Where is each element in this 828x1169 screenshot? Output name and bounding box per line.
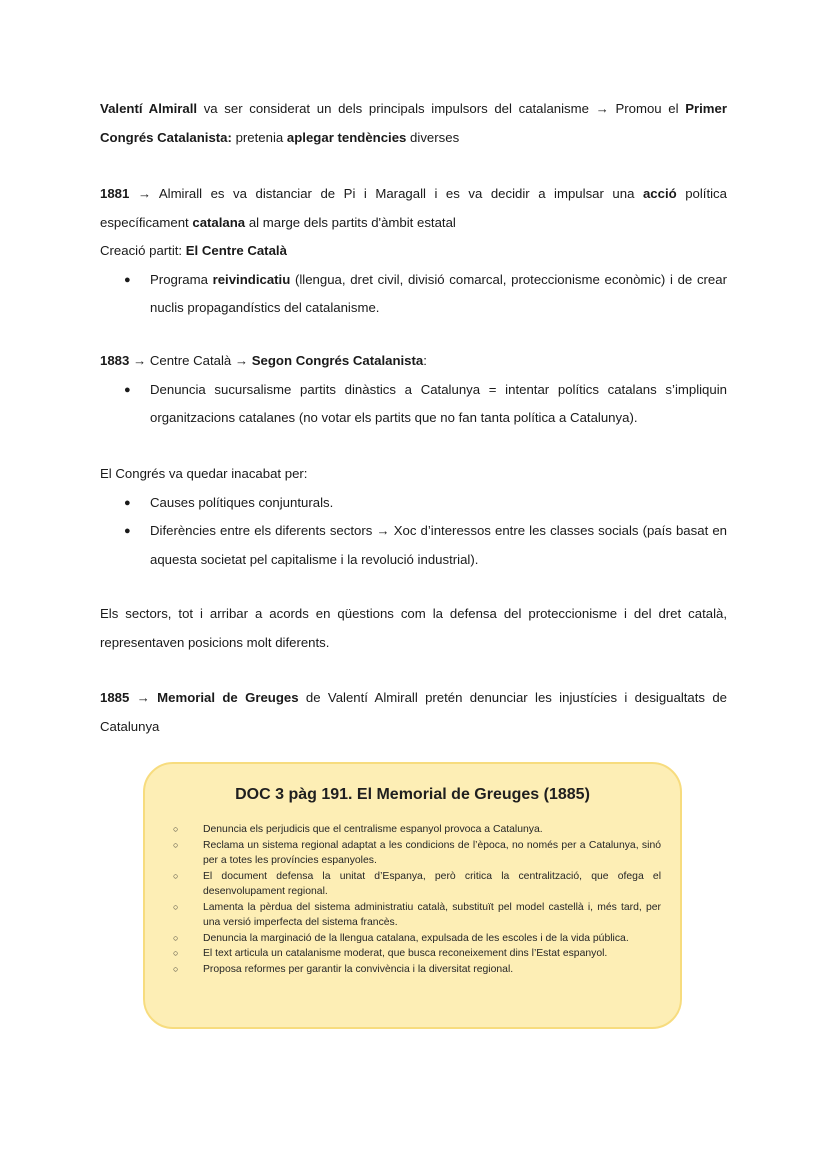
circle-bullet-icon: ○: [173, 932, 179, 943]
bullet-list-1883: [100, 376, 727, 433]
list-item: ● Diferències entre els diferents sectors → Xoc d’interessos entre les classes socials (país basat en aquesta societat pel capitalisme i la revolució industrial).: [100, 517, 727, 574]
circle-bullet-icon: ○: [173, 963, 179, 974]
list-item: ○ Denuncia la marginació de la llengua catalana, expulsada de les escoles i de la vida pública.: [173, 931, 661, 947]
section-congres: [100, 460, 727, 574]
circle-bullet-icon: ○: [173, 948, 179, 958]
section-1881: [100, 180, 727, 323]
circle-bullet-icon: ○: [173, 870, 179, 881]
paragraph-1885: 1885 → Memorial de Greuges de Valentí Almirall pretén denunciar les injustícies i desigualtats de Catalunya: [100, 690, 728, 734]
paragraph-congres-intro: El Congrés va quedar inacabat per:: [100, 466, 308, 481]
list-item: ○ Denuncia els perjudicis que el centralisme espanyol provoca a Catalunya.: [173, 822, 661, 838]
circle-bullet-icon: ○: [173, 901, 179, 912]
paragraph-sectors: Els sectors, tot i arribar a acords en qüestions com la defensa del proteccionisme i del dret català, representaven posicions molt diferents.: [100, 606, 727, 650]
list-item: ● Denuncia sucursalisme partits dinàstics a Catalunya = intentar polítics catalans s’impliquin organitzacions catalanes (no votar els partits que no fan tanta política a Catalunya).: [100, 376, 727, 433]
bullet-list-1881: [100, 266, 727, 323]
list-item: ○ Lamenta la pèrdua del sistema administratiu català, substituït pel model castellà i, més tard, per una versió imperfecta del sistema francès.: [173, 901, 661, 928]
list-item: ○ El document defensa la unitat d’Espanya, però critica la centralització, que ofega el desenvolupament regional.: [173, 870, 661, 897]
document-box-title: DOC 3 pàg 191. El Memorial de Greuges (1885): [235, 786, 590, 803]
list-item: ○ Proposa reformes per garantir la convivència i la diversitat regional.: [173, 962, 661, 978]
circle-bullet-icon: ○: [173, 839, 179, 850]
bullet-icon: ●: [124, 383, 131, 396]
paragraph-1883: 1883 → Centre Català → Segon Congrés Catalanista:: [100, 353, 427, 368]
bullet-icon: ●: [124, 496, 131, 509]
bullet-icon: ●: [124, 525, 131, 537]
bullet-icon: ●: [124, 273, 131, 286]
paragraph-almirall: Valentí Almirall va ser considerat un dels principals impulsors del catalanisme → Promou el Primer Congrés Catalanista: pretenia aplegar tendències diverses: [100, 101, 727, 145]
list-item: ○ Reclama un sistema regional adaptat a les condicions de l’època, no només per a Catalunya, sinó per a totes les províncies espanyoles.: [173, 839, 661, 866]
paragraph-1881: 1881 → Almirall es va distanciar de Pi i Maragall i es va decidir a impulsar una acció política específicament catalana al marge dels partits d'àmbit estatal: [100, 186, 727, 230]
bullet-list-congres: [100, 489, 727, 575]
list-item: ● Causes polítiques conjunturals.: [100, 489, 727, 518]
document-box-memorial: [143, 762, 682, 1029]
list-item: ○ El text articula un catalanisme moderat, que busca reconeixement dins l’Estat espanyol.: [173, 946, 661, 962]
list-item: ● Programa reivindicatiu (llengua, dret civil, divisió comarcal, proteccionisme econòmic) i de crear nuclis propagandístics del catalanisme.: [100, 266, 727, 323]
circle-bullet-icon: ○: [173, 824, 179, 834]
document-box-list: [173, 822, 661, 977]
section-1883: [100, 347, 727, 433]
creacio-partit-line: Creació partit: El Centre Català: [100, 243, 287, 258]
